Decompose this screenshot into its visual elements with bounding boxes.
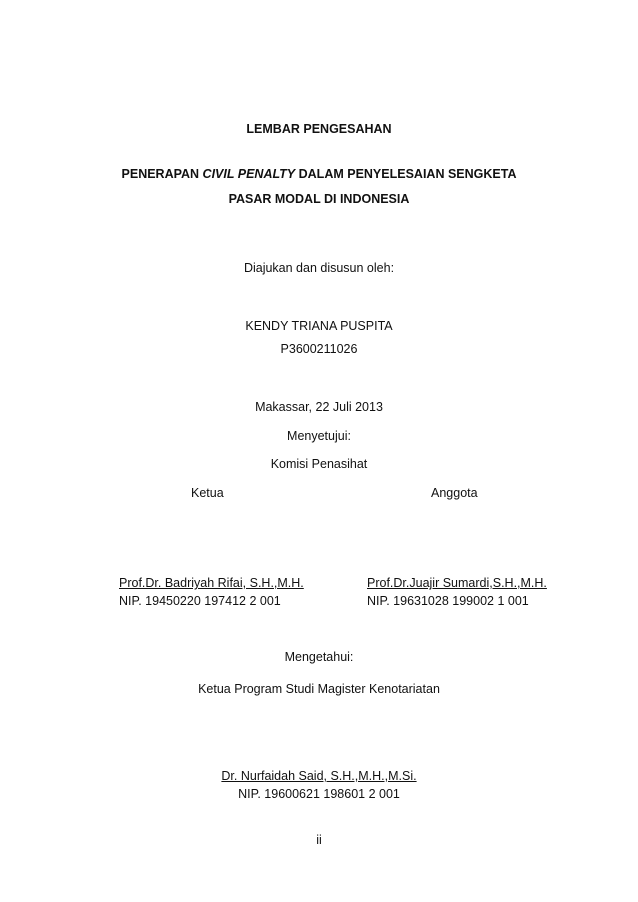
title-prefix: PENERAPAN — [121, 167, 203, 181]
document-title-line-1 — [0, 166, 638, 182]
committee-label: Komisi Penasihat — [270, 457, 368, 471]
member-role: Anggota — [431, 486, 478, 500]
acknowledged-label: Mengetahui: — [284, 650, 354, 664]
document-heading: LEMBAR PENGESAHAN — [246, 122, 392, 136]
program-head-nip: NIP. 19600621 198601 2 001 — [238, 787, 400, 801]
program-head-role: Ketua Program Studi Magister Kenotariatan — [198, 682, 440, 696]
chair-role: Ketua — [191, 486, 224, 500]
chair-name: Prof.Dr. Badriyah Rifai, S.H.,M.H. — [119, 576, 304, 590]
submitted-by-label: Diajukan dan disusun oleh: — [243, 261, 395, 275]
approved-label: Menyetujui: — [287, 429, 351, 443]
program-head-name: Dr. Nurfaidah Said, S.H.,M.H.,M.Si. — [221, 769, 417, 783]
place-date: Makassar, 22 Juli 2013 — [255, 400, 383, 414]
title-italic-term: CIVIL PENALTY — [202, 167, 296, 181]
member-name: Prof.Dr.Juajir Sumardi,S.H.,M.H. — [367, 576, 547, 590]
member-nip: NIP. 19631028 199002 1 001 — [367, 594, 529, 608]
chair-nip: NIP. 19450220 197412 2 001 — [119, 594, 281, 608]
author-id: P3600211026 — [280, 342, 358, 356]
author-name: KENDY TRIANA PUSPITA — [245, 319, 393, 333]
document-title-line-2: PASAR MODAL DI INDONESIA — [228, 192, 410, 206]
page-number: ii — [316, 833, 322, 847]
title-suffix: DALAM PENYELESAIAN SENGKETA — [295, 167, 517, 181]
